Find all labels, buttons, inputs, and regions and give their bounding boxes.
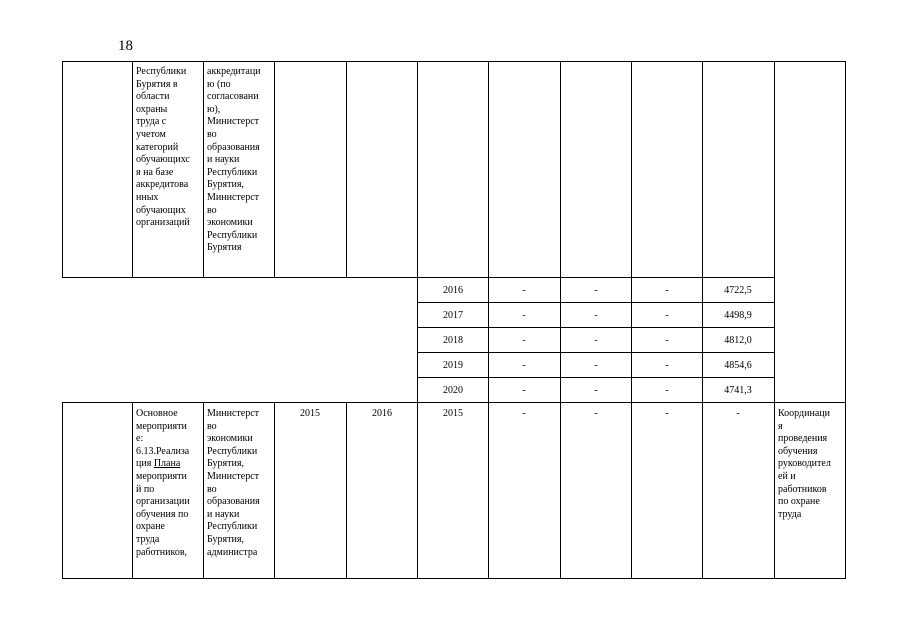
- table-rule: [702, 402, 703, 579]
- value-cell: -: [522, 408, 526, 419]
- table-rule: [62, 578, 846, 579]
- value-cell: -: [522, 385, 526, 396]
- table-rule: [631, 402, 632, 579]
- value-cell: -: [594, 335, 598, 346]
- table-rule: [62, 402, 846, 403]
- table-rule: [346, 61, 347, 278]
- expected-result-cell: Координаци я проведения обучения руководител ей и работников по охране труда: [778, 408, 831, 520]
- executor-cell: аккредитаци ю (по согласовани ю), Министерст во образования и науки Республики Бурятия, Министерст во экономики Республики Бурятия: [207, 66, 261, 254]
- value-cell: 4741,3: [724, 385, 752, 396]
- year-cell: 2019: [443, 360, 463, 371]
- table-rule: [560, 402, 561, 579]
- table-rule: [417, 352, 775, 353]
- end-year-cell: 2016: [372, 408, 392, 419]
- table-rule: [132, 61, 133, 278]
- table-rule: [631, 61, 632, 403]
- value-cell: -: [522, 310, 526, 321]
- year-cell: 2015: [443, 408, 463, 419]
- activity-name-cell: Республики Бурятия в области охраны труда с учетом категорий обучающихс я на базе аккредитова нных обучающих организаций: [136, 66, 190, 229]
- value-cell: -: [665, 285, 669, 296]
- value-cell: -: [594, 408, 598, 419]
- year-cell: 2016: [443, 285, 463, 296]
- value-cell: -: [594, 360, 598, 371]
- table-rule: [132, 402, 133, 579]
- table-rule: [62, 402, 63, 579]
- year-cell: 2020: [443, 385, 463, 396]
- value-cell: 4812,0: [724, 335, 752, 346]
- table-rule: [774, 61, 775, 403]
- table-rule: [417, 61, 418, 403]
- table-rule: [417, 377, 775, 378]
- plan-link[interactable]: Плана: [153, 458, 181, 470]
- value-cell: -: [594, 385, 598, 396]
- value-cell: -: [594, 310, 598, 321]
- table-rule: [417, 302, 775, 303]
- value-cell: -: [665, 408, 669, 419]
- value-cell: -: [522, 285, 526, 296]
- table-rule: [560, 61, 561, 403]
- table-rule: [62, 277, 775, 278]
- table-rule: [203, 402, 204, 579]
- value-cell: -: [665, 310, 669, 321]
- table-rule: [274, 61, 275, 278]
- activity-name-cell: [136, 408, 202, 559]
- table-rule: [274, 402, 275, 579]
- table-rule: [774, 402, 775, 579]
- value-cell: -: [665, 385, 669, 396]
- table-rule: [346, 402, 347, 579]
- value-cell: -: [736, 408, 740, 419]
- value-cell: -: [665, 335, 669, 346]
- page-number: 18: [118, 38, 133, 54]
- table-rule: [62, 61, 846, 62]
- table-rule: [417, 402, 418, 579]
- value-cell: 4498,9: [724, 310, 752, 321]
- year-cell: 2017: [443, 310, 463, 321]
- year-cell: 2018: [443, 335, 463, 346]
- value-cell: -: [522, 360, 526, 371]
- table-rule: [488, 61, 489, 403]
- value-cell: -: [594, 285, 598, 296]
- table-rule: [488, 402, 489, 579]
- value-cell: 4854,6: [724, 360, 752, 371]
- table-rule: [62, 61, 63, 278]
- table-rule: [702, 61, 703, 403]
- table-rule: [845, 402, 846, 579]
- executor-cell: Министерст во экономики Республики Бурятия, Министерст во образования и науки Республики Бурятия, администра: [207, 408, 260, 558]
- activity-name-text: Основное мероприяти е: 6.13.Реализа ция: [136, 408, 190, 470]
- table-rule: [845, 61, 846, 403]
- value-cell: 4722,5: [724, 285, 752, 296]
- activity-name-text: мероприяти й по организации обучения по охране труда работников,: [136, 470, 190, 558]
- table-rule: [417, 327, 775, 328]
- value-cell: -: [665, 360, 669, 371]
- start-year-cell: 2015: [300, 408, 320, 419]
- table-rule: [203, 61, 204, 278]
- value-cell: -: [522, 335, 526, 346]
